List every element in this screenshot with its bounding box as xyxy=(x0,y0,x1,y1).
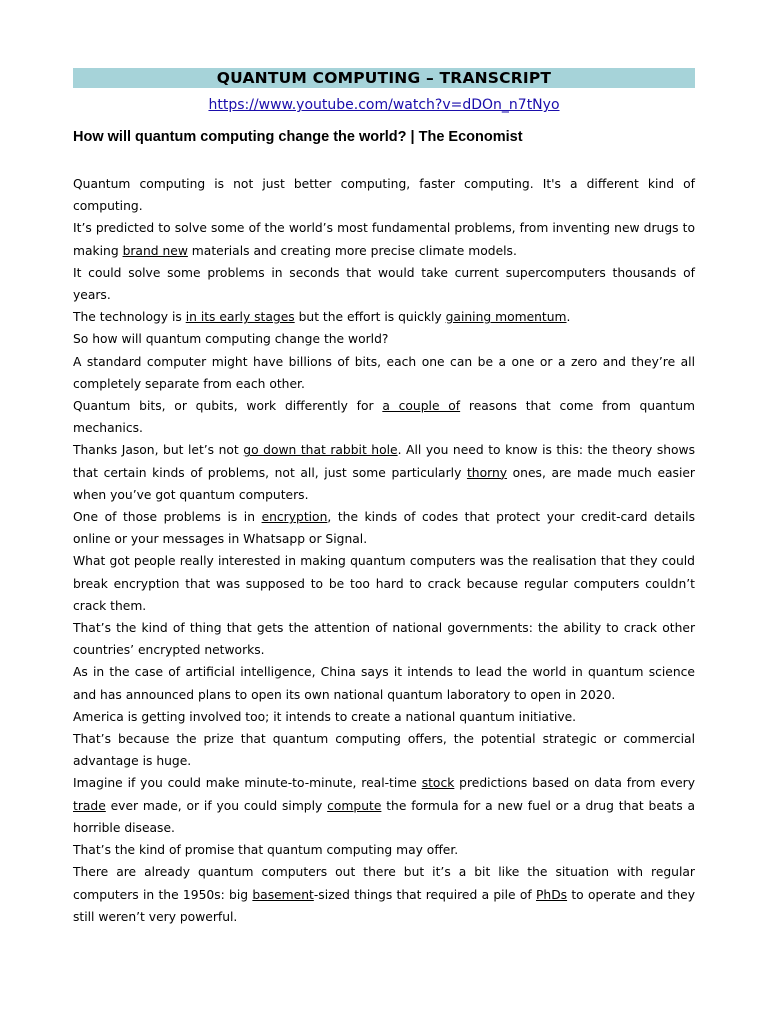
transcript-paragraph xyxy=(73,351,695,395)
paragraph-text: , the kinds of codes that protect your credit-card details online or your messages in Whatsapp or Signal. xyxy=(73,510,695,547)
transcript-paragraph xyxy=(73,217,695,261)
underlined-phrase: trade xyxy=(73,798,106,813)
transcript-paragraph xyxy=(73,661,695,705)
paragraph-text: That’s the kind of thing that gets the attention of national governments: the ability to crack other countries’ encrypted networks. xyxy=(73,621,695,658)
paragraph-text: It’s predicted to solve some of the world’s most fundamental problems, from inventing new drugs to making xyxy=(73,221,695,258)
paragraph-text: ever made, or if you could simply xyxy=(105,798,328,813)
transcript-paragraph xyxy=(73,839,695,861)
paragraph-text: So how will quantum computing change the world? xyxy=(73,332,389,347)
transcript-paragraph xyxy=(73,306,695,328)
transcript-paragraph xyxy=(73,550,695,617)
paragraph-text: reasons that come from quantum mechanics. xyxy=(73,399,695,436)
underlined-phrase: basement xyxy=(252,887,314,902)
transcript-paragraph xyxy=(73,728,695,772)
underlined-phrase: thorny xyxy=(466,465,508,480)
paragraph-text: predictions based on data from every xyxy=(454,776,696,791)
paragraph-text: America is getting involved too; it intends to create a national quantum initiative. xyxy=(73,709,577,724)
paragraph-text: . xyxy=(566,310,571,325)
paragraph-text: . All you need to know is this: the theory shows that certain kinds of problems, not all, just some particularly xyxy=(73,443,696,480)
transcript-paragraph xyxy=(73,173,695,217)
paragraph-text: materials and creating more precise climate models. xyxy=(187,243,517,258)
paragraph-text: Imagine if you could make minute-to-minute, real-time xyxy=(73,776,422,791)
paragraph-text: A standard computer might have billions of bits, each one can be a one or a zero and they’re all completely separate from each other. xyxy=(73,354,695,391)
paragraph-text: -sized things that required a pile of xyxy=(313,887,536,902)
video-link[interactable]: https://www.youtube.com/watch?v=dDOn_n7tNyo xyxy=(208,97,560,113)
url-line xyxy=(73,94,695,114)
underlined-phrase: a couple of xyxy=(382,399,461,414)
transcript-paragraph xyxy=(73,395,695,439)
underlined-phrase: go down that rabbit hole xyxy=(243,443,398,458)
transcript-paragraph xyxy=(73,506,695,550)
underlined-phrase: PhDs xyxy=(535,887,568,902)
paragraph-text: What got people really interested in making quantum computers was the realisation that they could break encryption that was supposed to be too hard to crack because regular computers couldn’t crack them. xyxy=(73,554,695,613)
paragraph-text: ones, are made much easier when you’ve got quantum computers. xyxy=(73,465,695,502)
underlined-phrase: encryption xyxy=(261,510,328,525)
transcript-paragraph xyxy=(73,706,695,728)
paragraph-text: That’s the kind of promise that quantum computing may offer. xyxy=(73,843,459,858)
paragraph-text: the formula for a new fuel or a drug that beats a horrible disease. xyxy=(73,798,695,835)
paragraph-text: It could solve some problems in seconds that would take current supercomputers thousands of years. xyxy=(73,265,695,303)
transcript-heading: How will quantum computing change the world? | The Economist xyxy=(73,129,523,145)
paragraph-text: As in the case of artificial intelligence, China says it intends to lead the world in quantum science and has announced plans to open its own national quantum laboratory to open in 2020. xyxy=(73,665,695,702)
underlined-phrase: compute xyxy=(327,798,382,813)
underlined-phrase: gaining momentum xyxy=(445,310,567,325)
transcript-paragraph xyxy=(73,772,695,839)
underlined-phrase: in its early stages xyxy=(185,310,295,325)
transcript-paragraph xyxy=(73,328,695,350)
transcript-paragraph xyxy=(73,861,695,928)
paragraph-text: The technology is xyxy=(73,310,186,325)
paragraph-text: to operate and they still weren’t very powerful. xyxy=(73,887,695,924)
paragraph-text: There are already quantum computers out there but it’s a bit like the situation with regular computers in the 1950s: big xyxy=(73,865,695,902)
paragraph-text: Thanks Jason, but let’s not xyxy=(73,443,244,458)
document-title: QUANTUM COMPUTING – TRANSCRIPT xyxy=(73,68,695,88)
paragraph-text: but the effort is quickly xyxy=(294,310,446,325)
transcript-paragraph xyxy=(73,262,695,306)
underlined-phrase: brand new xyxy=(122,243,188,258)
paragraph-text: Quantum computing is not just better computing, faster computing. It's a different kind of computing. xyxy=(73,177,695,214)
paragraph-text: One of those problems is in xyxy=(73,510,262,525)
paragraph-text: Quantum bits, or qubits, work differently for xyxy=(73,399,383,414)
transcript-paragraph xyxy=(73,439,695,506)
underlined-phrase: stock xyxy=(421,776,455,791)
document-page xyxy=(73,68,695,928)
transcript-paragraph xyxy=(73,617,695,661)
paragraph-text: That’s because the prize that quantum computing offers, the potential strategic or commercial advantage is huge. xyxy=(73,732,695,769)
transcript-body xyxy=(73,173,695,928)
